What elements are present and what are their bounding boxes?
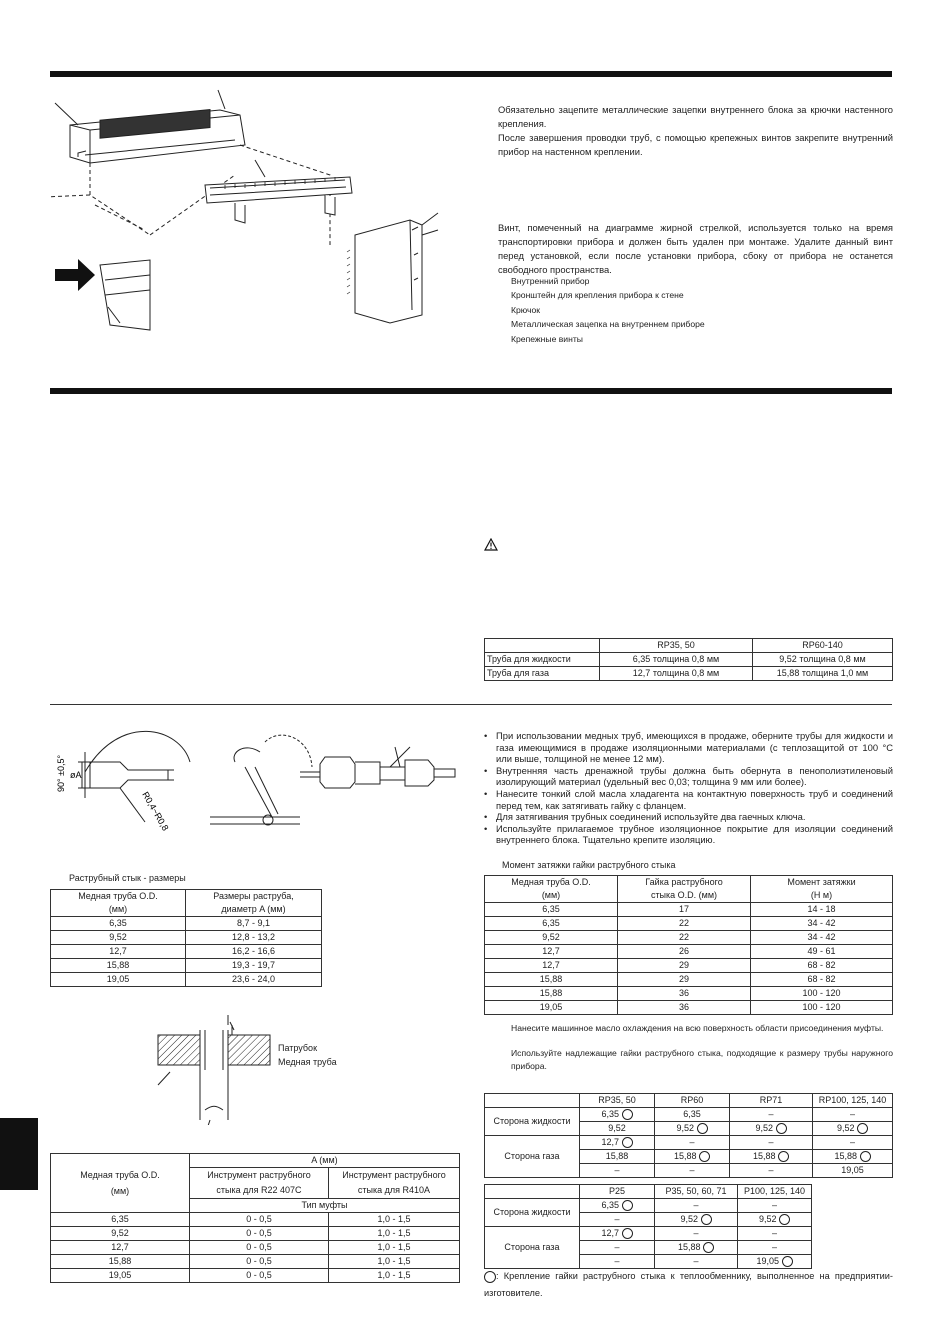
table-cell: 22 <box>618 931 751 945</box>
socket-label: Патрубок <box>278 1043 318 1053</box>
table-cell <box>730 1122 813 1136</box>
factory-flare-icon <box>776 1123 787 1134</box>
list-item: • Нанесите тонкий слой масла хладагента на контактную поверхность труб и соединений перед тем, как затягивать гайку с фланцем. <box>484 788 893 811</box>
table-cell: 6,35 <box>485 903 618 917</box>
diagram-legend <box>511 274 891 346</box>
table-cell: 1,0 - 1,5 <box>329 1255 460 1269</box>
table-row <box>485 931 893 945</box>
factory-flare-icon <box>622 1200 633 1211</box>
table-header <box>190 1168 329 1199</box>
table-cell: 100 - 120 <box>751 1001 893 1015</box>
table-cell: – <box>580 1213 655 1227</box>
cell-value: 15,88 <box>752 1151 776 1161</box>
cell-value: 15,88 <box>834 1151 857 1161</box>
table-cell: 34 - 42 <box>751 931 893 945</box>
table-cell: 6,35 <box>485 917 618 931</box>
table-cell: 9,52 <box>51 931 186 945</box>
header-line: диаметр A (мм) <box>221 904 286 914</box>
factory-flare-icon <box>697 1123 708 1134</box>
table-cell: 14 - 18 <box>751 903 893 917</box>
table-cell: 8,7 - 9,1 <box>186 917 322 931</box>
table-cell: – <box>580 1255 655 1269</box>
note-nuts: Используйте надлежащие гайки раструбного стыка, подходящие к размеру трубы наружного прибора. <box>511 1048 893 1071</box>
diameter-label: øA <box>70 770 82 780</box>
table-cell: – <box>738 1241 812 1255</box>
table-cell: 100 - 120 <box>751 987 893 1001</box>
table-row <box>51 1255 460 1269</box>
factory-flare-icon <box>699 1151 710 1162</box>
table-header <box>51 1154 190 1213</box>
cell-value: 9,52 <box>676 1123 694 1133</box>
table-cell: 23,6 - 24,0 <box>186 973 322 987</box>
table-cell: 0 - 0,5 <box>190 1227 329 1241</box>
copper-pipe-label: Медная труба <box>278 1057 337 1067</box>
table-row <box>51 1227 460 1241</box>
table-cell: – <box>655 1136 730 1150</box>
table-cell: – <box>655 1255 738 1269</box>
table-cell: 19,3 - 19,7 <box>186 959 322 973</box>
table-row <box>485 973 893 987</box>
table-cell: 6,35 <box>51 917 186 931</box>
table-cell: 6,35 <box>51 1213 190 1227</box>
table-header <box>485 639 600 653</box>
table-cell <box>580 1136 655 1150</box>
header-line: Инструмент раструбного <box>207 1170 311 1180</box>
table-row <box>485 903 893 917</box>
footnote-text: : Крепление гайки раструбного стыка к теплообменнику, выполненное на предприятии-изготовителе. <box>484 1271 893 1298</box>
table-header <box>485 1094 580 1108</box>
header-line: (мм) <box>108 904 128 914</box>
table-header: RP60 <box>655 1094 730 1108</box>
table-header: RP35, 50 <box>580 1094 655 1108</box>
table-header: A (мм) <box>190 1154 460 1168</box>
factory-flare-icon <box>782 1256 793 1267</box>
table-cell: 34 - 42 <box>751 917 893 931</box>
table-cell: 36 <box>618 1001 751 1015</box>
paragraph-transport-screw: Винт, помеченный на диаграмме жирной стрелкой, используется только на время транспортировки прибора и должен быть удален при монтаже. Удалите данный винт перед установкой, если после установки прибора, сбоку от прибора не останется свободного пространства. <box>498 222 893 275</box>
header-line: стыка для R410A <box>357 1185 431 1195</box>
table-cell <box>813 1150 893 1164</box>
factory-flare-icon <box>860 1151 871 1162</box>
table-cell: 12,7 <box>485 959 618 973</box>
table-cell: – <box>655 1199 738 1213</box>
row-label: Сторона газа <box>485 1136 580 1178</box>
table-row <box>51 945 322 959</box>
table-cell: 19,05 <box>485 1001 618 1015</box>
table-row <box>51 959 322 973</box>
table-cell: 29 <box>618 973 751 987</box>
model-connection-table-1 <box>484 1093 893 1178</box>
header-line: (мм) <box>541 890 561 900</box>
header-line: Момент затяжки <box>787 877 856 887</box>
table-row <box>485 653 893 667</box>
table-header: P100, 125, 140 <box>738 1185 812 1199</box>
flare-dim-table <box>50 889 322 987</box>
table-cell <box>655 1213 738 1227</box>
table-header <box>186 890 322 917</box>
table-cell: 19,05 <box>813 1164 893 1178</box>
table-cell: – <box>813 1108 893 1122</box>
radius-label: R0,4~R0,8 <box>140 790 171 833</box>
table-cell: 26 <box>618 945 751 959</box>
table-header: P35, 50, 60, 71 <box>655 1185 738 1199</box>
table-row <box>51 1213 460 1227</box>
table-row <box>51 1241 460 1255</box>
flare-diagrams <box>50 722 470 842</box>
header-line: Инструмент раструбного <box>342 1170 446 1180</box>
pipe-spec-table <box>484 638 893 681</box>
torque-caption: Момент затяжки гайки раструбного стыка <box>502 860 676 870</box>
table-header <box>485 876 618 903</box>
factory-flare-icon <box>622 1137 633 1148</box>
cell-value: 15,88 <box>673 1151 697 1161</box>
flare-tool-table <box>50 1153 460 1283</box>
table-cell <box>655 1150 730 1164</box>
table-cell: 12,7 толщина 0,8 мм <box>600 667 753 681</box>
section-divider-middle <box>50 388 892 394</box>
table-cell: 36 <box>618 987 751 1001</box>
header-line: Медная труба O.D. <box>511 877 591 887</box>
cell-value: 9,52 <box>758 1214 777 1224</box>
table-cell: 29 <box>618 959 751 973</box>
legend-item: Крепежные винты <box>511 333 583 344</box>
page-tab <box>0 1118 38 1190</box>
header-line: Медная труба O.D. <box>78 891 158 901</box>
header-line: Размеры раструба, <box>213 891 294 901</box>
screw-arrow-icon <box>55 259 95 291</box>
table-cell: 0 - 0,5 <box>190 1269 329 1283</box>
list-item: • При использовании медных труб, имеющихся в продаже, оберните трубы для жидкости и газа имеющимися в продаже изоляционными материалами (с теплозащитой от 100 °C или выше, толщиной не менее 12 мм). <box>484 730 893 765</box>
section-divider-top <box>50 71 892 77</box>
cell-value: 19,05 <box>756 1256 779 1266</box>
socket-diagram <box>150 1010 280 1125</box>
table-header: P25 <box>580 1185 655 1199</box>
row-label: Сторона жидкости <box>485 1199 580 1227</box>
cell-value: 12,7 <box>601 1137 619 1147</box>
table-cell: 12,7 <box>51 945 186 959</box>
table-header: Тип муфты <box>190 1199 460 1213</box>
table-cell: 68 - 82 <box>751 959 893 973</box>
header-line: (мм) <box>110 1186 130 1196</box>
header-line: Медная труба O.D. <box>80 1170 160 1180</box>
table-cell: 22 <box>618 917 751 931</box>
legend-item: Кронштейн для крепления прибора к стене <box>511 290 684 301</box>
list-item: • Внутренняя часть дренажной трубы должна быть обернута в пенополиэтиленовый изолирующий материал (удельный вес 0,03; толщина 9 мм или более). <box>484 765 893 788</box>
table-row <box>51 1269 460 1283</box>
table-cell: – <box>580 1164 655 1178</box>
table-cell <box>580 1199 655 1213</box>
legend-item: Внутренний прибор <box>511 276 590 286</box>
cell-value: 9,52 <box>836 1123 855 1133</box>
table-cell <box>655 1122 730 1136</box>
factory-flare-icon <box>779 1214 790 1225</box>
table-cell: 68 - 82 <box>751 973 893 987</box>
legend-item: Металлическая зацепка на внутреннем приборе <box>511 319 705 330</box>
table-header <box>751 876 893 903</box>
table-cell: 0 - 0,5 <box>190 1241 329 1255</box>
table-cell <box>580 1227 655 1241</box>
table-cell: Труба для газа <box>485 667 600 681</box>
table-cell: 1,0 - 1,5 <box>329 1241 460 1255</box>
table-header <box>51 890 186 917</box>
warning-icon <box>484 538 498 551</box>
factory-flare-icon <box>484 1271 496 1283</box>
cell-value: 9,52 <box>755 1123 773 1133</box>
table-header <box>329 1168 460 1199</box>
table-cell: 16,2 - 16,6 <box>186 945 322 959</box>
table-cell: – <box>730 1164 813 1178</box>
factory-flare-icon <box>701 1214 712 1225</box>
table-cell: 6,35 толщина 0,8 мм <box>600 653 753 667</box>
header-line: стыка для R22 407C <box>216 1185 302 1195</box>
table-header: RP71 <box>730 1094 813 1108</box>
table-cell: – <box>580 1241 655 1255</box>
factory-flare-icon <box>622 1109 633 1120</box>
table-cell <box>738 1213 812 1227</box>
table-cell: 12,7 <box>485 945 618 959</box>
table-row <box>51 973 322 987</box>
row-label: Сторона газа <box>485 1227 580 1269</box>
table-cell: 17 <box>618 903 751 917</box>
table-cell: 1,0 - 1,5 <box>329 1213 460 1227</box>
header-line: стыка O.D. (мм) <box>650 890 718 900</box>
list-item: • Используйте прилагаемое трубное изоляционное покрытие для изоляции соединений внутреннего блока. Тщательно крепите изоляцию. <box>484 823 893 846</box>
table-row <box>485 945 893 959</box>
table-header: RP100, 125, 140 <box>813 1094 893 1108</box>
table-cell: 9,52 <box>485 931 618 945</box>
factory-flare-icon <box>857 1123 868 1134</box>
table-cell: 15,88 <box>485 973 618 987</box>
table-header: RP35, 50 <box>600 639 753 653</box>
row-label: Сторона жидкости <box>485 1108 580 1136</box>
angle-label: 90° ±0,5° <box>56 754 66 792</box>
table-row <box>485 667 893 681</box>
table-row <box>485 1227 812 1241</box>
table-cell: 19,05 <box>51 973 186 987</box>
table-cell: 12,8 - 13,2 <box>186 931 322 945</box>
table-cell: – <box>813 1136 893 1150</box>
table-row <box>485 959 893 973</box>
factory-flare-icon <box>703 1242 714 1253</box>
table-cell: 9,52 толщина 0,8 мм <box>753 653 893 667</box>
table-cell: 1,0 - 1,5 <box>329 1269 460 1283</box>
table-cell: 6,35 <box>655 1108 730 1122</box>
table-cell: – <box>738 1227 812 1241</box>
table-row <box>485 1136 893 1150</box>
table-row <box>485 1199 812 1213</box>
cell-value: 15,88 <box>677 1242 701 1252</box>
footnote <box>484 1268 893 1302</box>
table-cell <box>730 1150 813 1164</box>
cell-value: 6,35 <box>601 1109 619 1119</box>
cell-value: 9,52 <box>680 1214 698 1224</box>
table-row <box>51 931 322 945</box>
table-cell: 15,88 <box>485 987 618 1001</box>
table-cell <box>813 1122 893 1136</box>
table-cell: 1,0 - 1,5 <box>329 1227 460 1241</box>
table-cell <box>738 1255 812 1269</box>
installation-diagram <box>50 85 470 345</box>
table-header <box>618 876 751 903</box>
table-cell: 9,52 <box>580 1122 655 1136</box>
table-row <box>51 917 322 931</box>
note-oil: Нанесите машинное масло охлаждения на всю поверхность области присоединения муфты. <box>511 1023 884 1033</box>
table-row <box>485 917 893 931</box>
torque-table <box>484 875 893 1015</box>
table-cell: 19,05 <box>51 1269 190 1283</box>
factory-flare-icon <box>778 1151 789 1162</box>
table-cell: 15,88 толщина 1,0 мм <box>753 667 893 681</box>
legend-item: Крючок <box>511 304 541 315</box>
table-cell: – <box>655 1164 730 1178</box>
table-row <box>485 1001 893 1015</box>
factory-flare-icon <box>622 1228 633 1239</box>
paragraph-hooks: Обязательно зацепите металлические зацепки внутреннего блока за крючки настенного крепления. <box>498 104 893 129</box>
table-cell: Труба для жидкости <box>485 653 600 667</box>
flare-dim-caption: Раструбный стык - размеры <box>69 873 186 883</box>
paragraph-screws: После завершения проводки труб, с помощью крепежных винтов закрепите внутренний прибор на настенном креплении. <box>498 132 893 157</box>
table-cell: – <box>655 1227 738 1241</box>
table-cell: – <box>730 1136 813 1150</box>
header-line: (Н м) <box>810 890 833 900</box>
cell-value: 12,7 <box>601 1228 619 1238</box>
table-cell: – <box>738 1199 812 1213</box>
table-cell <box>655 1241 738 1255</box>
list-item: • Для затягивания трубных соединений используйте два гаечных ключа. <box>484 811 893 823</box>
model-connection-table-2 <box>484 1184 812 1269</box>
table-cell: 49 - 61 <box>751 945 893 959</box>
instruction-list <box>484 730 893 846</box>
table-cell: 15,88 <box>580 1150 655 1164</box>
header-line: Гайка раструбного <box>645 877 723 887</box>
cell-value: 6,35 <box>601 1200 619 1210</box>
table-row <box>485 1108 893 1122</box>
table-cell: 9,52 <box>51 1227 190 1241</box>
table-header: RP60-140 <box>753 639 893 653</box>
table-cell: 12,7 <box>51 1241 190 1255</box>
table-cell: 15,88 <box>51 959 186 973</box>
table-row <box>485 987 893 1001</box>
table-cell: 0 - 0,5 <box>190 1255 329 1269</box>
table-cell: – <box>730 1108 813 1122</box>
table-cell <box>580 1108 655 1122</box>
table-cell: 0 - 0,5 <box>190 1213 329 1227</box>
table-header <box>485 1185 580 1199</box>
table-cell: 15,88 <box>51 1255 190 1269</box>
section-divider-thin <box>50 704 892 705</box>
